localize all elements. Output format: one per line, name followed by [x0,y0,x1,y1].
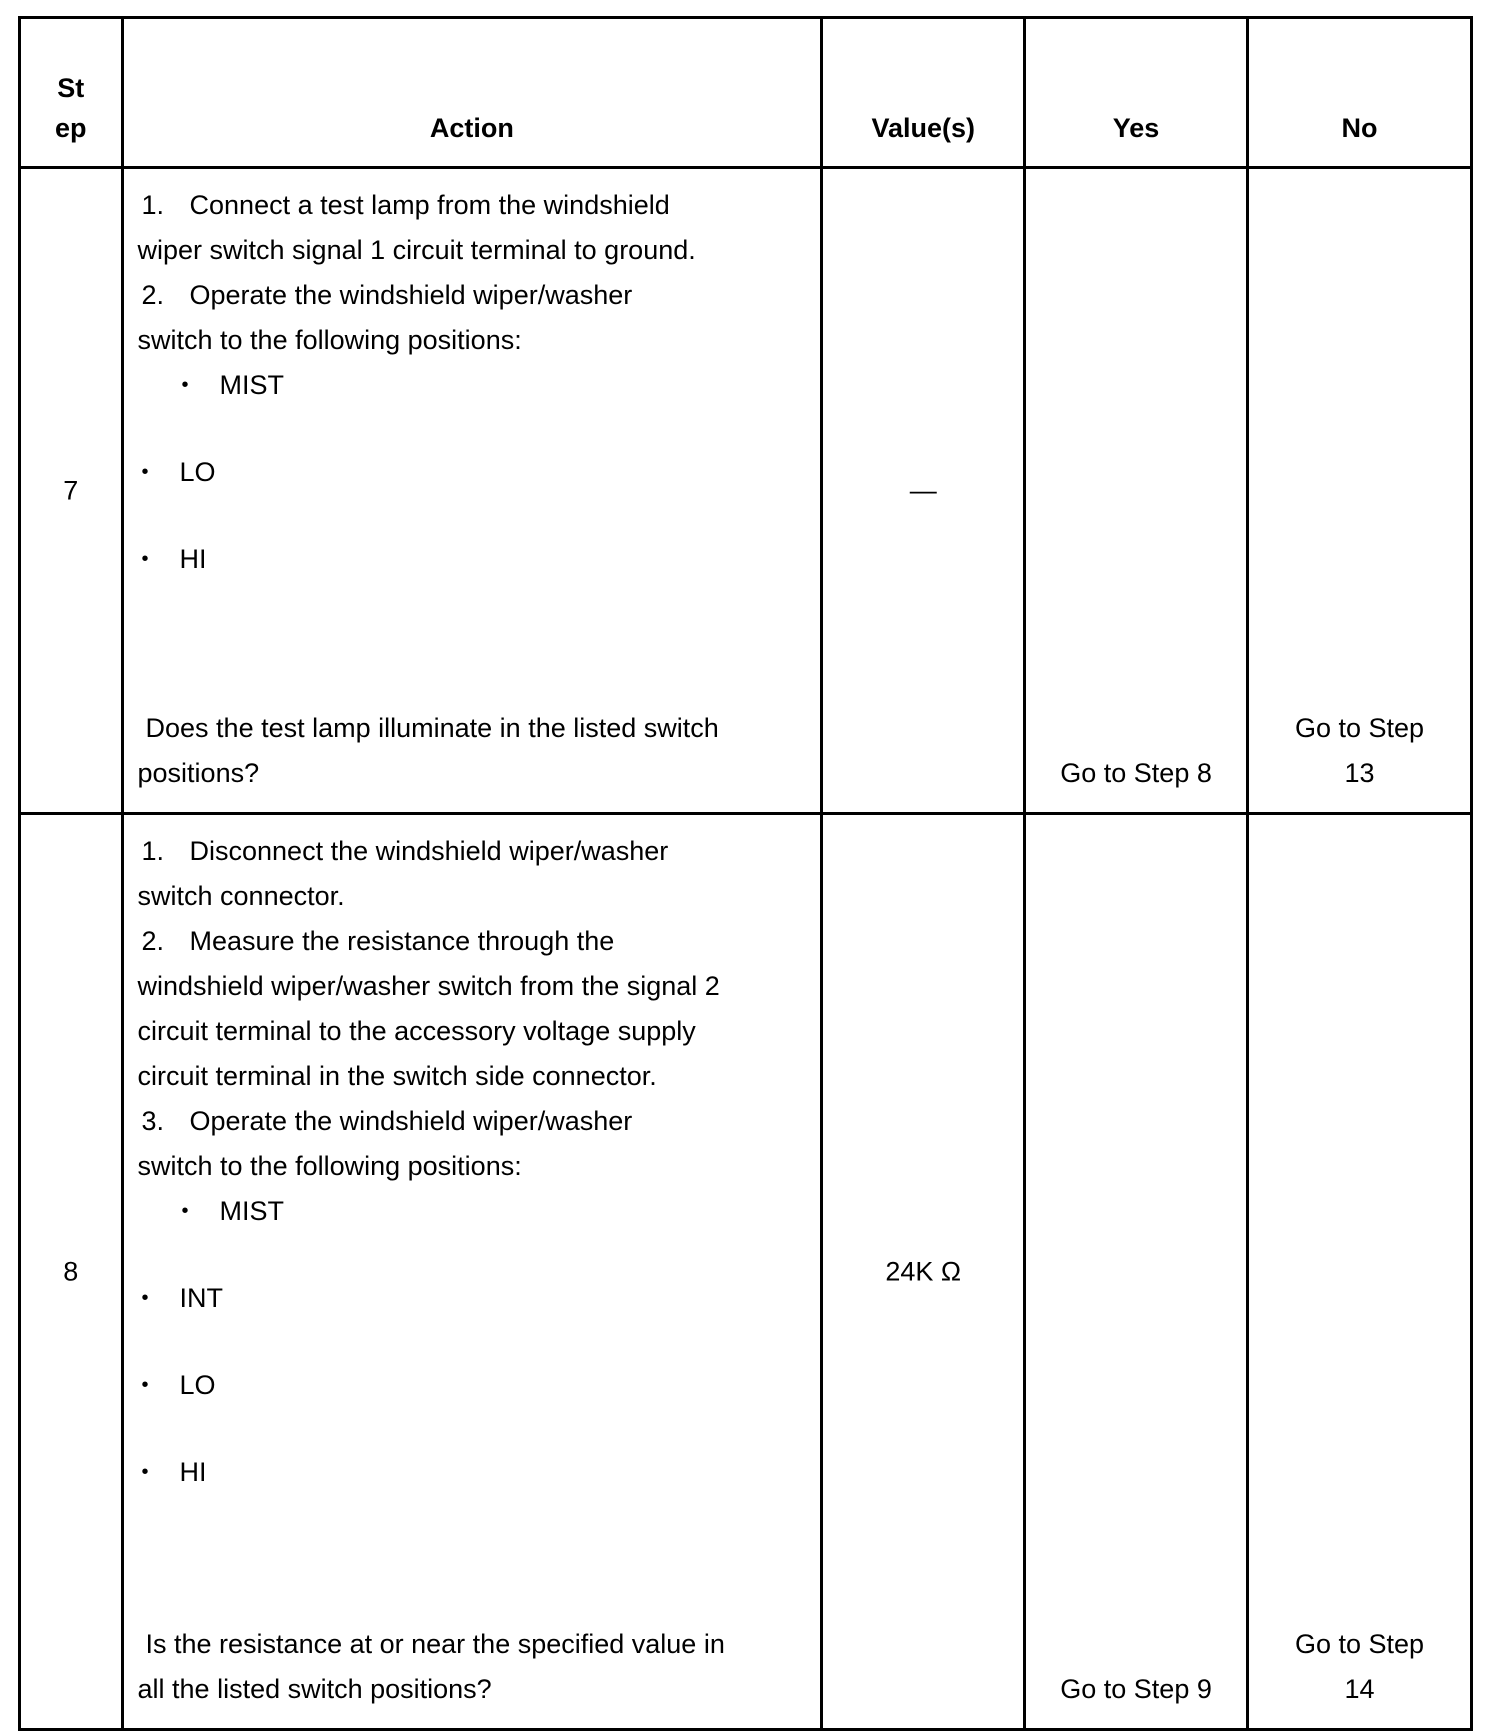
value-text: 24K Ω [885,1256,962,1287]
action-text: Connect a test lamp from the windshield [189,190,670,221]
step-cell [20,168,123,814]
header-values: Value(s) [822,18,1025,168]
no-cell [1247,168,1471,814]
action-text-cont: circuit terminal to the accessory voltage supply [137,1016,696,1047]
bullet-icon: • [181,1200,189,1223]
table-row [20,168,1472,814]
action-text-cont: switch to the following positions: [137,1151,522,1182]
action-number: 2. [141,280,165,311]
value-text: — [909,475,937,506]
bullet-item: MIST [219,370,285,401]
no-cell [1247,814,1471,1730]
action-cell [122,168,822,814]
yes-cell [1025,168,1248,814]
step-cell [20,814,123,1730]
question: Does the test lamp illuminate in the listed switch positions? [137,713,719,789]
step-number: 7 [63,475,79,506]
bullet-item: HI [179,1457,207,1488]
yes-text: Go to Step 8 [1060,758,1212,789]
action-text-cont: wiper switch signal 1 circuit terminal to ground. [137,235,696,266]
bullet-icon: • [141,548,149,571]
yes-text: Go to Step 9 [1060,1674,1212,1704]
bullet-icon: • [181,374,189,397]
header-step-line2: ep [55,113,87,144]
value-cell [822,168,1025,814]
no-text: Go to Step 13 [1294,713,1425,789]
header-action: Action [122,18,822,168]
header-step [20,18,123,168]
header-row [20,18,1472,168]
question: Is the resistance at or near the specified value in all the listed switch positions? [137,1629,725,1704]
action-number: 1. [141,836,165,867]
action-text-cont: switch connector. [137,881,345,912]
bullet-item: INT [179,1283,224,1314]
bullet-item: LO [179,1370,216,1401]
action-number: 1. [141,190,165,221]
diagnostic-table [18,16,1473,1731]
action-text-cont: circuit terminal in the switch side connector. [137,1061,657,1092]
action-text-cont: switch to the following positions: [137,325,522,356]
table-row [20,814,1472,1730]
no-text: Go to Step 14 [1294,1629,1425,1704]
bullet-item: HI [179,544,207,575]
action-text: Operate the windshield wiper/washer [189,1106,633,1137]
bullet-icon: • [141,1287,149,1310]
value-cell [822,814,1025,1730]
action-cell [122,814,822,1730]
action-number: 3. [141,1106,165,1137]
action-text: Disconnect the windshield wiper/washer [189,836,669,867]
bullet-icon: • [141,461,149,484]
header-yes: Yes [1025,18,1248,168]
header-step-line1: St [57,73,85,104]
bullet-icon: • [141,1461,149,1484]
header-no: No [1247,18,1471,168]
bullet-item: LO [179,457,216,488]
action-number: 2. [141,926,165,957]
yes-cell [1025,814,1248,1730]
action-text: Operate the windshield wiper/washer [189,280,633,311]
action-text-cont: windshield wiper/washer switch from the signal 2 [137,971,720,1002]
action-text: Measure the resistance through the [189,926,615,957]
bullet-item: MIST [219,1196,285,1227]
step-number: 8 [63,1256,79,1287]
bullet-icon: • [141,1374,149,1397]
